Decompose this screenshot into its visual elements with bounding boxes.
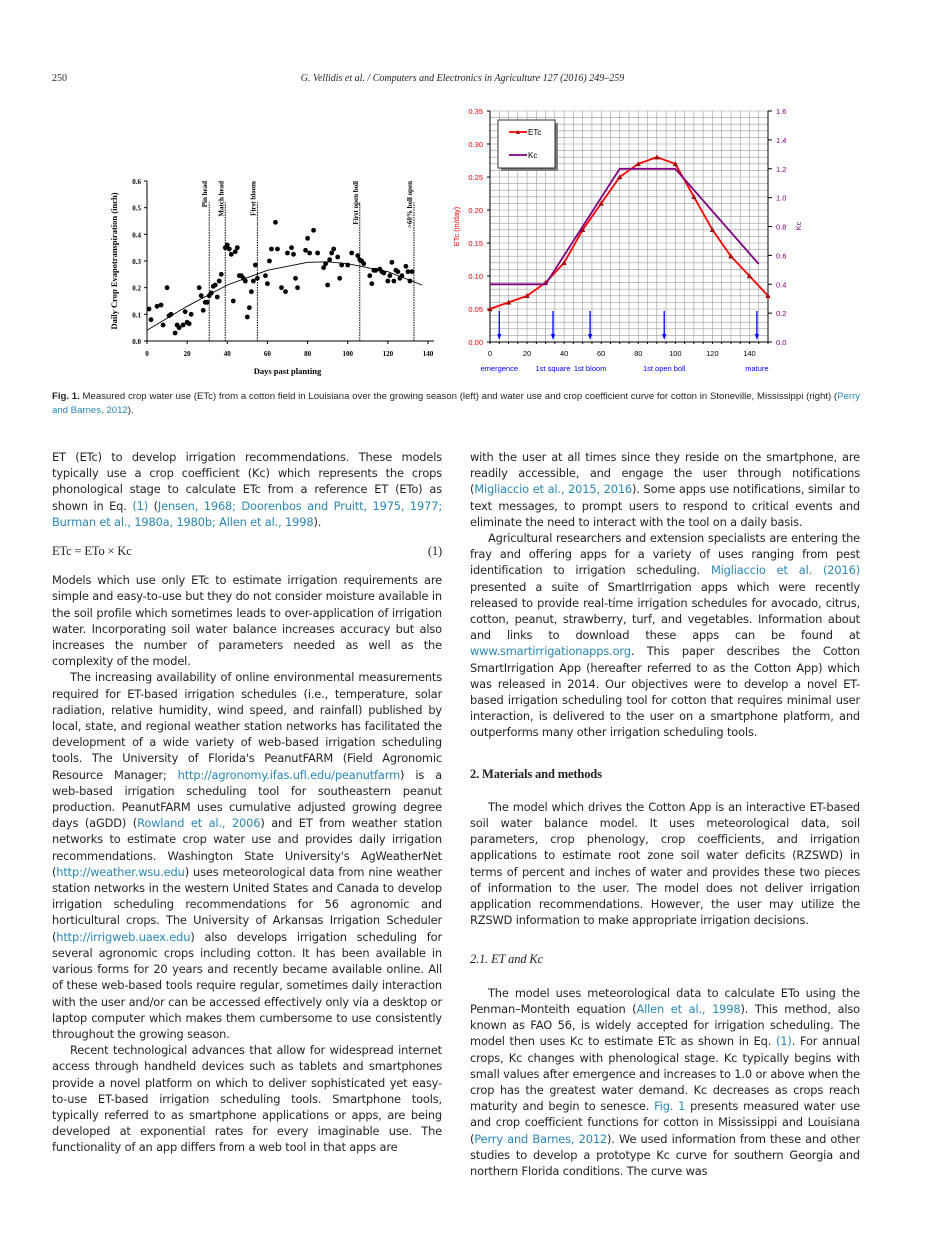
data-point — [189, 312, 194, 317]
legend-label-etc: ETc — [528, 128, 542, 137]
caption-label: Fig. 1. — [52, 391, 80, 402]
y-tick-label: 0.6 — [132, 178, 141, 186]
x-tick-label: 80 — [634, 349, 643, 358]
x-axis-label: Days past planting — [253, 366, 322, 376]
stage-label: Pin head — [201, 181, 210, 208]
data-point — [251, 279, 256, 284]
stage-label: 1st open boll — [642, 364, 686, 373]
arrowhead-icon — [755, 334, 759, 340]
data-point — [395, 269, 400, 274]
url-link-peanutfarm[interactable]: http://agronomy.ifas.ufl.edu/peanutfarm — [177, 767, 401, 782]
x-tick-label: 140 — [743, 349, 756, 358]
data-point — [391, 279, 396, 284]
data-point — [197, 285, 202, 290]
x-tick-label: 100 — [342, 350, 353, 358]
y-tick-label: 0.25 — [468, 173, 483, 182]
data-point — [331, 247, 336, 252]
paragraph: The model uses meteorological data to calculate ETo using the Penman–Monteith equation (Allen et al., 1998). This method, also known as FAO 56, is widely accepted for irrigation scheduling. The model then uses Kc to estimate ETc as shown in Eq. (1). For annual crops, Kc changes with phenological stage. Kc typically begins with small values after emergence and increases to 1.0 or above when the crop has the greatest water demand. Kc decreases as crops reach maturity and begin to senesce. Fig. 1 presents measured water use and crop coefficient functions for cotton in Mississippi and Louisiana (Perry and Barnes, 2012). We used information from these and other studies to develop a prototype Kc curve for southern Georgia and northern Florida conditions. The curve was — [470, 985, 860, 1178]
data-point — [201, 308, 206, 313]
paragraph: The increasing availability of online environmental measurements required for ET-based irrigation schedules (i.e., temperature, solar radiation, relative humidity, wind speed, and rainfall) published by local, state, and regional weather station networks has facilitated the development of a wide variety of web-based irrigation scheduling tools. The University of Florida's PeanutFARM (Field Agronomic Resource Manager; http://agronomy.ifas.ufl.edu/peanutfarm) is a web-based irrigation scheduling tool for southeastern peanut production. PeanutFARM uses cumulative adjusted growing degree days (aGDD) (Rowland et al., 2006) and ET from weather station networks to estimate crop water use and provides daily irrigation recommendations. Washington State University's AgWeatherNet (http://weather.wsu.edu) uses meteorological data from nine weather station networks in the western United States and Canada to develop irrigation scheduling recommendations for 56 agronomic and horticultural crops. The University of Arkansas Irrigation Scheduler (http://irrigweb.uaex.edu) also develops irrigation scheduling for several agronomic crops including cotton. It has been available in various forms for 20 years and recently became available online. All of these web-based tools require regular, sometimes daily interaction with the user and/or can be accessed effectively only via a desktop or laptop computer which makes them cumbersome to use consistently throughout the growing season. — [52, 670, 443, 1041]
data-point — [305, 236, 310, 241]
data-point — [369, 281, 374, 286]
data-point — [404, 264, 409, 269]
equation — [52, 543, 442, 559]
data-point — [400, 273, 405, 278]
url-link-irrigweb[interactable]: http://irrigweb.uaex.edu — [56, 929, 191, 944]
url-link-agweathernet[interactable]: http://weather.wsu.edu — [56, 864, 185, 879]
equation-number: (1) — [427, 544, 442, 559]
y-tick-label: 0.3 — [132, 258, 141, 266]
data-point — [323, 261, 328, 266]
y-tick-label: 0.5 — [132, 204, 141, 213]
y2-axis-label: Kc — [794, 221, 803, 231]
citation-link[interactable]: Migliaccio et al., 2015, 2016 — [474, 482, 633, 497]
y2-tick-label: 0.0 — [776, 338, 787, 347]
data-point — [217, 279, 222, 284]
y-tick-label: 0.2 — [132, 284, 141, 293]
y-tick-label: 0.05 — [468, 305, 483, 314]
y2-tick-label: 0.4 — [776, 280, 787, 290]
data-point — [149, 317, 154, 322]
data-point — [327, 257, 332, 262]
stage-label: 1st bloom — [573, 364, 607, 373]
x-tick-label: 60 — [263, 350, 271, 358]
data-point — [275, 247, 280, 252]
data-point — [269, 247, 274, 252]
data-point — [159, 303, 164, 308]
arrowhead-icon — [588, 334, 592, 340]
y-tick-label: 0.1 — [132, 311, 141, 320]
data-point — [283, 289, 288, 294]
data-point — [231, 299, 236, 304]
data-point — [245, 315, 250, 320]
figure-link[interactable]: Fig. 1 — [654, 1099, 686, 1114]
url-link-smartirrigation[interactable]: www.smartirrigationapps.org — [470, 644, 631, 659]
data-point — [255, 276, 260, 281]
data-point — [249, 289, 254, 294]
y-tick-label: 0.4 — [132, 231, 141, 240]
x-tick-label: 20 — [183, 350, 191, 358]
data-point — [381, 271, 386, 276]
equation-link[interactable]: (1) — [132, 498, 148, 513]
caption-citation-link[interactable]: Perry and Barnes, 2012 — [52, 391, 861, 416]
stage-label: First bloom — [249, 181, 258, 216]
left-text-column — [52, 449, 442, 1156]
data-point — [243, 279, 248, 284]
x-tick-label: 120 — [706, 349, 719, 358]
citation-link[interactable]: Allen et al., 1998 — [636, 1001, 741, 1016]
paragraph: ET (ETc) to develop irrigation recommendations. These models typically use a crop coefficient (Kc) which represents the crops phonological stage to calculate ETc from a reference ET (ETo) as shown in Eq. (1) (Jensen, 1968; Doorenbos and Pruitt, 1975, 1977; Burman et al., 1980a, 1980b; Allen et al., 1998). — [52, 450, 443, 529]
data-point — [295, 285, 300, 290]
data-point — [253, 263, 258, 268]
data-point — [229, 252, 234, 257]
stage-label: mature — [745, 364, 769, 373]
data-point — [410, 269, 415, 274]
data-point — [325, 283, 330, 288]
data-point — [227, 247, 232, 252]
data-point — [293, 276, 298, 281]
data-point — [181, 323, 186, 328]
data-point — [273, 220, 278, 225]
paragraph: Recent technological advances that allow for widespread internet access through handheld devices such as tablets and smartphones provide a novel platform on which to deliver sophisticated yet easy-to-use ET-based irrigation scheduling tools. Smartphone tools, typically referred to as smartphone applications or apps, are being developed at exponential rates for every imaginable use. The functionality of an app differs from a web tool in that apps are — [52, 1043, 442, 1155]
equation-link[interactable]: (1) — [776, 1034, 792, 1049]
series-line-kc — [490, 169, 759, 284]
data-point — [265, 281, 270, 286]
data-point — [247, 305, 252, 310]
citation-link[interactable]: Jensen, 1968; Doorenbos and Pruitt, 1975, 1977; Burman et al., 1980a, 1980b; Allen et al., 1998 — [52, 498, 443, 529]
citation-link[interactable]: Rowland et al., 2006 — [137, 816, 261, 831]
x-tick-label: 140 — [422, 350, 434, 358]
arrowhead-icon — [551, 334, 555, 340]
x-tick-label: 40 — [223, 350, 231, 358]
data-point — [311, 228, 316, 233]
citation-link[interactable]: Migliaccio et al. (2016) — [710, 563, 860, 578]
journal-citation: G. Vellidis et al. / Computers and Electronics in Agriculture 127 (2016) 249–259 — [300, 73, 625, 84]
data-point — [267, 259, 272, 264]
paragraph: The model which drives the Cotton App is an interactive ET-based soil water balance model. It uses meteorological data, soil parameters, crop phenology, crop coefficients, and irrigation applications to estimate root zone soil water deficits (RZSWD) in terms of percent and inches of water and provides these two pieces of information to the user. The model does not deliver irrigation application recommendations. However, the user may utilize the RZSWD information to make appropriate irrigation decisions. — [470, 799, 860, 928]
y-tick-label: 0.00 — [468, 338, 483, 347]
y-tick-label: 0.15 — [468, 239, 483, 248]
y-tick-label: 0.30 — [468, 140, 483, 149]
y2-tick-label: 0.2 — [776, 309, 787, 319]
data-point — [169, 312, 174, 317]
data-point — [291, 252, 296, 257]
data-point — [285, 251, 290, 256]
data-point — [289, 245, 294, 250]
figure-right-etc-kc-chart — [440, 100, 803, 385]
data-point — [389, 260, 394, 265]
data-point — [199, 293, 204, 298]
data-point — [361, 261, 366, 266]
paragraph: with the user at all times since they reside on the smartphone, are readily accessible, and engage the user through notifications (Migliaccio et al., 2015, 2016). Some apps use notifications, similar to text messages, to prompt users to respond to critical events and eliminate the need to interact with the tool on a daily basis. — [470, 450, 860, 529]
y-tick-label: 0.10 — [468, 272, 483, 281]
y-tick-label: 0.0 — [132, 338, 141, 346]
data-point — [177, 325, 182, 330]
data-point — [205, 300, 210, 305]
x-tick-label: 40 — [559, 349, 569, 358]
x-tick-label: 100 — [669, 349, 682, 358]
data-point — [339, 263, 344, 268]
data-point — [279, 285, 284, 290]
data-point — [209, 291, 214, 296]
stage-label: First open boll — [351, 181, 360, 225]
arrowhead-icon — [662, 334, 666, 340]
y-tick-label: 0.35 — [468, 107, 483, 116]
subsection-heading: 2.1. ET and Kc — [470, 952, 544, 967]
figure-left-scatter-chart — [100, 168, 445, 383]
data-point — [215, 295, 220, 300]
paragraph: Models which use only ETc to estimate irrigation requirements are simple and easy-to-use but they do not consider moisture available in the soil profile which sometimes leads to over-application of irrigation water. Incorporating soil water balance increases accuracy but also increases the number of parameters needed as well as the complexity of the model. — [52, 573, 442, 669]
data-point — [349, 251, 354, 256]
legend-box — [498, 120, 555, 168]
data-point — [219, 272, 224, 277]
y-axis-label: Daily Crop Evapotranspiration (inch) — [109, 192, 119, 330]
stage-label: 1st square — [535, 364, 571, 373]
citation-link[interactable]: Perry and Barnes, 2012 — [474, 1131, 608, 1146]
data-point — [263, 273, 268, 278]
data-point — [307, 251, 312, 256]
arrowhead-icon — [497, 334, 501, 340]
data-point — [147, 307, 152, 312]
data-point — [408, 279, 413, 284]
right-text-column — [470, 449, 860, 1179]
page-number: 250 — [52, 73, 67, 84]
data-point — [387, 273, 392, 278]
y2-tick-label: 0.8 — [776, 222, 787, 232]
data-point — [335, 255, 340, 260]
stage-label: Match head — [217, 181, 226, 217]
data-point — [385, 279, 390, 284]
data-point — [173, 331, 178, 336]
data-point — [235, 245, 240, 250]
x-tick-label: 0 — [487, 349, 493, 358]
x-tick-label: 20 — [522, 349, 532, 358]
section-heading: 2. Materials and methods — [470, 766, 602, 781]
data-point — [345, 263, 350, 268]
legend-label-kc: Kc — [528, 151, 538, 160]
y2-tick-label: 1.6 — [776, 107, 787, 116]
y2-tick-label: 0.6 — [776, 251, 787, 261]
x-tick-label: 120 — [382, 350, 394, 358]
data-point — [337, 276, 342, 281]
y2-tick-label: 1.0 — [776, 193, 787, 203]
stage-label: >60% boll open — [405, 181, 414, 229]
paragraph: Agricultural researchers and extension specialists are entering the fray and offering apps for a variety of uses ranging from pest identification to irrigation scheduling. Migliaccio et al. (2016) presented a suite of SmartIrrigation apps which were recently released to provide real-time irrigation schedules for avocado, citrus, cotton, peanut, strawberry, turf, and vegetables. Information about and links to download these apps can be found at www.smartirrigationapps.org. This paper describes the Cotton SmartIrrigation App (hereafter referred to as the Cotton App) which was released in 2014. Our objectives were to develop a novel ET-based irrigation scheduling tool for cotton that requires minimal user interaction, is delivered to the user on a smartphone platform, and outperforms many other irrigation scheduling tools. — [470, 531, 860, 740]
figure-caption: Fig. 1. Measured crop water use (ETc) from a cotton field in Louisiana over the growing season (left) and water use and crop coefficient curve for cotton in Stoneville, Mississippi (right) (Perry and Barnes, 2012). — [52, 391, 861, 416]
data-point — [367, 273, 372, 278]
data-point — [187, 321, 192, 326]
y2-tick-label: 1.4 — [776, 135, 787, 145]
data-point — [161, 323, 166, 328]
data-point — [165, 285, 170, 290]
y-tick-label: 0.20 — [468, 206, 483, 215]
x-tick-label: 0 — [145, 350, 149, 358]
x-tick-label: 80 — [304, 350, 312, 358]
data-point — [213, 283, 218, 288]
y2-tick-label: 1.2 — [776, 164, 787, 174]
stage-label: emergence — [480, 364, 519, 373]
data-point — [303, 248, 308, 253]
x-tick-label: 60 — [597, 349, 606, 358]
data-point — [183, 309, 188, 314]
data-point — [315, 251, 320, 256]
equation-body: ETc = ETo × Kc — [52, 544, 132, 559]
y-axis-label: ETc (in/day) — [452, 206, 461, 247]
